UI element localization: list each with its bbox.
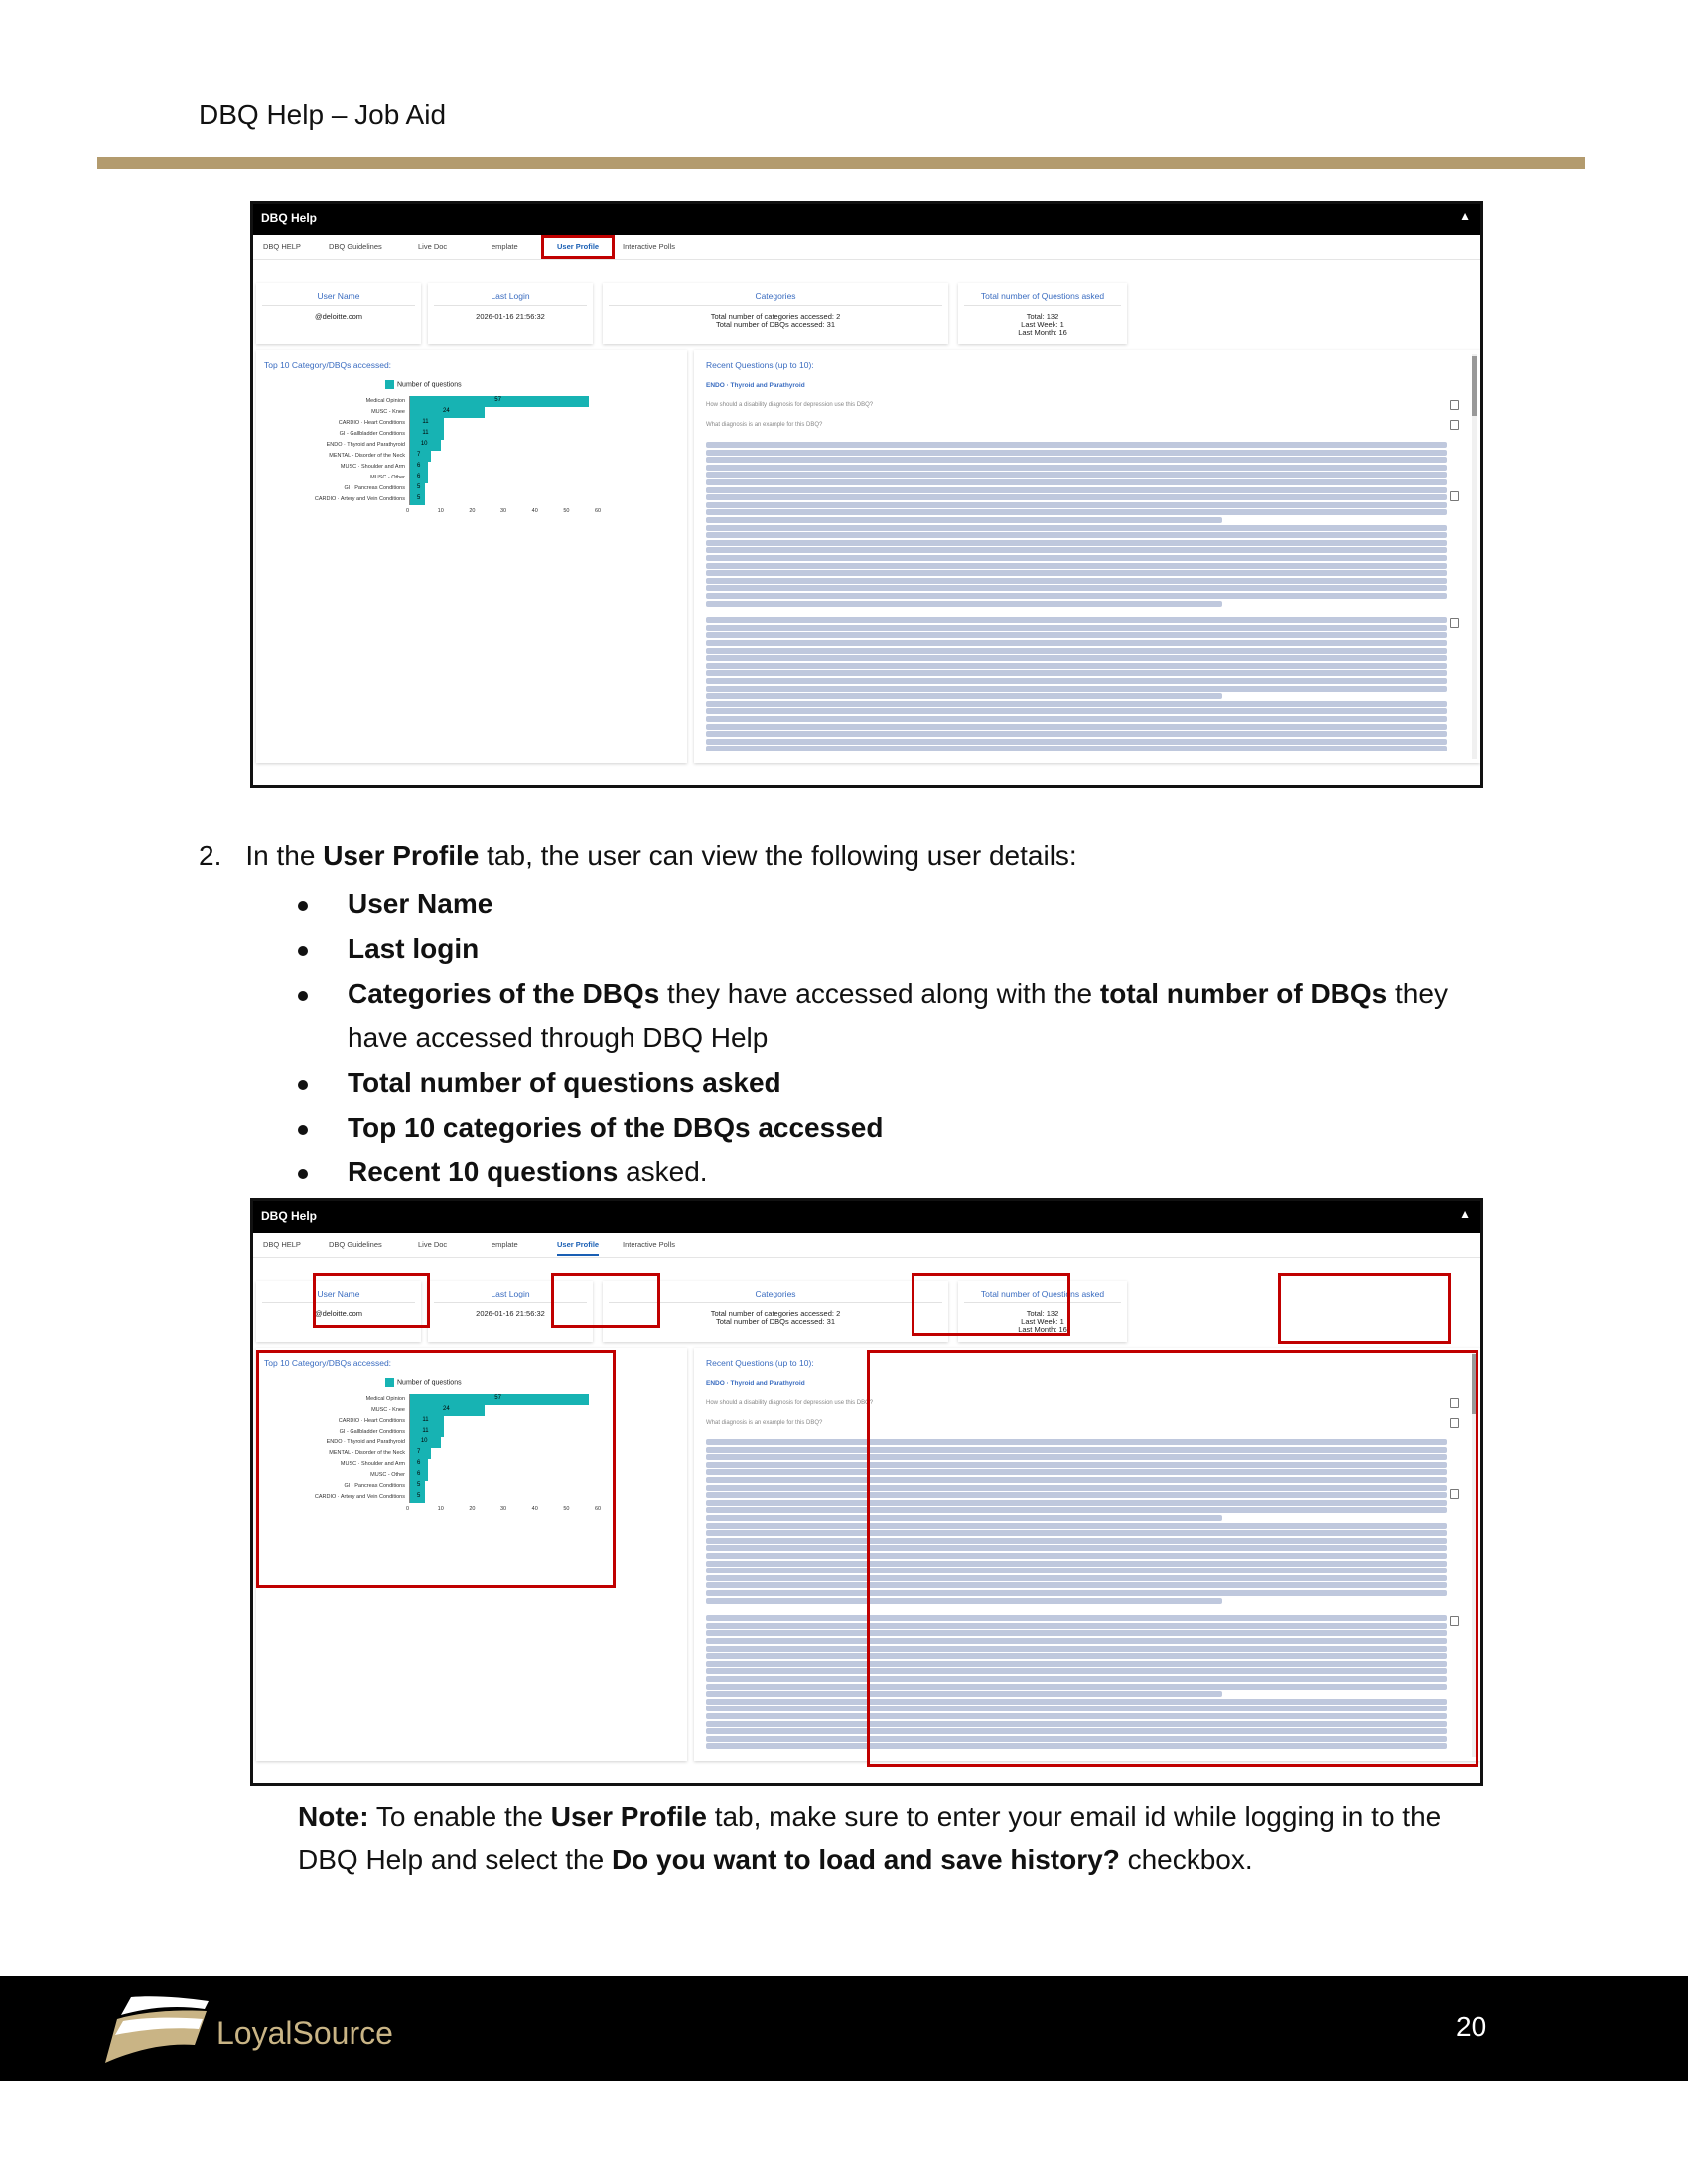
bar-value-label: 6: [417, 1471, 421, 1477]
answer-text-line: [706, 479, 1447, 485]
tab-2[interactable]: Live Doc: [418, 242, 448, 251]
recent-category: ENDO · Thyroid and Parathyroid: [706, 382, 805, 389]
bar-value-label: 6: [417, 1460, 421, 1466]
copy-icon[interactable]: [1450, 491, 1459, 501]
highlight-last-login: [551, 1273, 660, 1328]
header-divider: [97, 157, 1585, 169]
bar-category-label: GI · Pancreas Conditions: [344, 1483, 405, 1489]
page-number: 20: [1456, 2011, 1487, 2042]
bar-category-label: CARDIO · Artery and Vein Conditions: [314, 496, 405, 502]
stat-value: Total number of categories accessed: 2 Total number of DBQs accessed: 31: [710, 1309, 841, 1326]
stat-label: User Name: [317, 291, 360, 301]
answer-text-line: [706, 487, 1447, 493]
answer-text-line: [706, 578, 1447, 584]
stat-divider: [964, 305, 1121, 306]
tab-4[interactable]: User Profile: [557, 1240, 600, 1249]
answer-text-line: [706, 457, 1447, 463]
bar-category-label: MUSC · Shoulder and Arm: [340, 1461, 405, 1467]
screenshot-user-profile: [250, 201, 1483, 788]
chart-axis: [409, 396, 410, 505]
bar-category-label: MUSC - Knee: [371, 1407, 405, 1413]
answer-text-line: [706, 465, 1447, 471]
screenshot-user-profile-highlighted: [250, 1198, 1483, 1786]
x-tick-label: 60: [595, 508, 602, 514]
bar-value-label: 10: [420, 441, 428, 447]
bullet-icon: [298, 946, 308, 956]
tab-1[interactable]: DBQ Guidelines: [329, 1240, 382, 1249]
answer-text-line: [706, 724, 1447, 730]
answer-text-line: [706, 494, 1447, 500]
highlight-user-name: [313, 1273, 430, 1328]
bar-value-label: 11: [422, 430, 429, 436]
x-tick-label: 60: [595, 1506, 602, 1512]
highlight-total-questions: [1278, 1273, 1451, 1344]
answer-text-line: [706, 663, 1447, 669]
x-tick-label: 0: [406, 1506, 410, 1512]
bell-icon[interactable]: ▲: [1459, 1207, 1471, 1221]
answer-text-line: [706, 547, 1447, 553]
bar-category-label: MUSC - Other: [370, 475, 405, 480]
tab-1[interactable]: DBQ Guidelines: [329, 242, 382, 251]
recent-question: What diagnosis is an example for this DBQ?: [706, 1420, 823, 1426]
bar-category-label: MUSC - Other: [370, 1472, 405, 1478]
answer-text-line: [706, 678, 1447, 684]
x-tick-label: 40: [531, 508, 538, 514]
bullet-categories: Categories of the DBQs they have accessed along with the total number of DBQs they have accessed through DBQ Help: [348, 978, 1448, 1053]
answer-text-line: [706, 601, 1222, 607]
bullet-icon: [298, 1169, 308, 1179]
bar-category-label: GI - Gallbladder Conditions: [339, 1429, 405, 1434]
tab-2[interactable]: Live Doc: [418, 1240, 448, 1249]
bar-category-label: CARDIO · Artery and Vein Conditions: [314, 1494, 405, 1500]
stat-card-user-name: [256, 283, 421, 344]
stat-label: Last Login: [491, 1289, 530, 1298]
legend-swatch: [385, 380, 394, 389]
tab-5[interactable]: Interactive Polls: [623, 242, 675, 251]
tab-0[interactable]: DBQ HELP: [263, 1240, 301, 1249]
bar-value-label: 5: [417, 484, 421, 490]
recent-question: What diagnosis is an example for this DBQ?: [706, 422, 823, 428]
bar-value-label: 7: [417, 452, 421, 458]
stat-divider: [434, 305, 587, 306]
nav-tabs: [253, 235, 1480, 260]
recent-question: How should a disability diagnosis for depression use this DBQ?: [706, 1400, 874, 1406]
bar-value-label: 10: [420, 1438, 428, 1444]
stat-label: Last Login: [491, 291, 530, 301]
highlight-user-profile-tab: [541, 235, 615, 259]
top10-title: Top 10 Category/DBQs accessed:: [264, 1358, 392, 1368]
answer-text-line: [706, 632, 1447, 638]
note-text: Note: To enable the User Profile tab, make sure to enter your email id while logging in to the DBQ Help and select the Do you want to load and save history? checkbox.: [298, 1801, 1442, 1875]
stat-label: Total number of Questions asked: [980, 1289, 1105, 1298]
stat-divider: [609, 305, 942, 306]
legend-label: Number of questions: [397, 381, 462, 389]
app-title: DBQ Help: [261, 211, 318, 225]
bullet-icon: [298, 1125, 308, 1135]
highlight-categories: [912, 1273, 1070, 1336]
bar-chart: [256, 396, 687, 535]
bar-value-label: 11: [422, 1417, 429, 1423]
bar-category-label: CARDIO · Heart Conditions: [338, 1418, 405, 1424]
x-tick-label: 30: [500, 508, 507, 514]
answer-text-line: [706, 670, 1447, 676]
answer-text-line: [706, 585, 1447, 591]
answer-text-line: [706, 509, 1447, 515]
answer-text-line: [706, 502, 1447, 508]
bar-category-label: GI · Pancreas Conditions: [344, 485, 405, 491]
stat-label: Categories: [755, 291, 796, 301]
x-tick-label: 20: [469, 1506, 476, 1512]
stat-value: @deloitte.com: [314, 312, 363, 321]
x-tick-label: 50: [563, 508, 570, 514]
answer-text-line: [706, 640, 1447, 646]
recent-category: ENDO · Thyroid and Parathyroid: [706, 1380, 805, 1387]
highlight-top10-chart: [256, 1350, 616, 1588]
bar-value-label: 57: [494, 397, 501, 403]
answer-text-line: [706, 563, 1447, 569]
highlight-recent-questions: [867, 1350, 1478, 1767]
chart-legend: [385, 380, 462, 389]
bar-value-label: 57: [494, 1395, 501, 1401]
answer-text-line: [706, 625, 1447, 631]
answer-text-line: [706, 746, 1447, 751]
bar-category-label: MUSC · Shoulder and Arm: [340, 464, 405, 470]
stat-label: User Name: [317, 1289, 360, 1298]
app-header: [253, 204, 1480, 235]
stat-value: @deloitte.com: [314, 1309, 363, 1318]
answer-text-line: [706, 655, 1447, 661]
top10-panel: [256, 350, 687, 763]
step-2-text: 2. In the User Profile tab, the user can view the following user details:: [199, 840, 1077, 871]
answer-text-line: [706, 540, 1447, 546]
bullet-last-login: Last login: [348, 933, 480, 964]
bar-category-label: CARDIO · Heart Conditions: [338, 420, 405, 426]
recent-title: Recent Questions (up to 10):: [706, 360, 814, 370]
answer-text-line: [706, 555, 1447, 561]
answer-text-line: [706, 442, 1447, 448]
answer-text-line: [706, 708, 1447, 714]
bar-value-label: 6: [417, 463, 421, 469]
copy-icon[interactable]: [1450, 618, 1459, 628]
stat-card-categories: [603, 283, 948, 344]
bar-value-label: 11: [422, 419, 429, 425]
answer-text-line: [706, 648, 1447, 654]
bullet-total-questions: Total number of questions asked: [348, 1067, 781, 1098]
x-tick-label: 10: [437, 508, 444, 514]
bar-value-label: 5: [417, 1482, 421, 1488]
bar-category-label: MENTAL - Disorder of the Neck: [329, 1450, 405, 1456]
answer-text-line: [706, 739, 1447, 745]
answer-text-line: [706, 617, 1447, 623]
answer-text-line: [706, 517, 1222, 523]
nav-tabs: [253, 1233, 1480, 1258]
tab-3[interactable]: emplate: [492, 1240, 518, 1249]
tab-5[interactable]: Interactive Polls: [623, 1240, 675, 1249]
tab-0[interactable]: DBQ HELP: [263, 242, 301, 251]
tab-3[interactable]: emplate: [492, 242, 518, 251]
footer-logo-text: LoyalSource: [216, 2015, 393, 2051]
answer-text-line: [706, 472, 1447, 478]
bullet-top-10: Top 10 categories of the DBQs accessed: [348, 1112, 884, 1143]
answer-text-line: [706, 716, 1447, 722]
bar-category-label: GI - Gallbladder Conditions: [339, 431, 405, 437]
stat-label: Categories: [755, 1289, 796, 1298]
bar-category-label: Medical Opinion: [365, 398, 405, 404]
bell-icon[interactable]: ▲: [1459, 209, 1471, 223]
stat-card-last-login: [428, 283, 593, 344]
answer-text-line: [706, 593, 1447, 599]
bar-value-label: 24: [443, 408, 450, 414]
recent-title: Recent Questions (up to 10):: [706, 1358, 814, 1368]
copy-icon[interactable]: [1450, 420, 1459, 430]
x-tick-label: 40: [531, 1506, 538, 1512]
bar-value-label: 5: [417, 495, 421, 501]
stat-value: Total number of categories accessed: 2 Total number of DBQs accessed: 31: [710, 312, 841, 329]
bar-value-label: 11: [422, 1428, 429, 1433]
bar-value-label: 7: [417, 1449, 421, 1455]
stat-value: Total: 132 Last Week: 1 Last Month: 16: [1018, 1309, 1067, 1334]
bullet-icon: [298, 991, 308, 1001]
app-title: DBQ Help: [261, 1209, 318, 1223]
stat-card-total-questions: [958, 283, 1127, 344]
app-header: [253, 1201, 1480, 1233]
bar-value-label: 24: [443, 1406, 450, 1412]
x-tick-label: 10: [437, 1506, 444, 1512]
loyalsource-logo-icon: [97, 1991, 211, 2069]
answer-text-line: [706, 532, 1447, 538]
x-tick-label: 0: [406, 508, 410, 514]
bar-row: [256, 494, 653, 506]
answer-text-line: [706, 693, 1222, 699]
bullet-icon: [298, 901, 308, 911]
stat-value: Total: 132 Last Week: 1 Last Month: 16: [1018, 312, 1067, 337]
recent-question: How should a disability diagnosis for depression use this DBQ?: [706, 402, 874, 408]
bar-category-label: ENDO · Thyroid and Parathyroid: [326, 442, 405, 448]
x-tick-label: 50: [563, 1506, 570, 1512]
copy-icon[interactable]: [1450, 400, 1459, 410]
stat-label: Total number of Questions asked: [980, 291, 1105, 301]
bullet-recent-10: Recent 10 questions asked.: [348, 1157, 708, 1187]
bar-category-label: MENTAL - Disorder of the Neck: [329, 453, 405, 459]
stat-divider: [262, 305, 415, 306]
answer-text-line: [706, 450, 1447, 456]
x-tick-label: 20: [469, 508, 476, 514]
answer-text-line: [706, 731, 1447, 737]
recent-questions-panel: [694, 350, 1480, 763]
answer-text-line: [706, 686, 1447, 692]
bullet-icon: [298, 1080, 308, 1090]
bullet-user-name: User Name: [348, 888, 493, 919]
answer-text-line: [706, 525, 1447, 531]
tab-4[interactable]: User Profile: [557, 242, 600, 251]
x-tick-label: 30: [500, 1506, 507, 1512]
step-number: 2.: [199, 840, 222, 871]
document-title: DBQ Help – Job Aid: [199, 99, 447, 130]
bar-value-label: 5: [417, 1493, 421, 1499]
answer-text-line: [706, 570, 1447, 576]
bar-category-label: Medical Opinion: [365, 1396, 405, 1402]
stat-value: 2026-01-16 21:56:32: [476, 1309, 545, 1318]
answer-text-line: [706, 701, 1447, 707]
scrollbar-thumb[interactable]: [1472, 356, 1477, 416]
bar-category-label: MUSC - Knee: [371, 409, 405, 415]
stat-value: 2026-01-16 21:56:32: [476, 312, 545, 321]
legend-label: Number of questions: [397, 1379, 462, 1387]
bar-category-label: ENDO · Thyroid and Parathyroid: [326, 1439, 405, 1445]
top10-title: Top 10 Category/DBQs accessed:: [264, 360, 392, 370]
bar-value-label: 6: [417, 474, 421, 479]
